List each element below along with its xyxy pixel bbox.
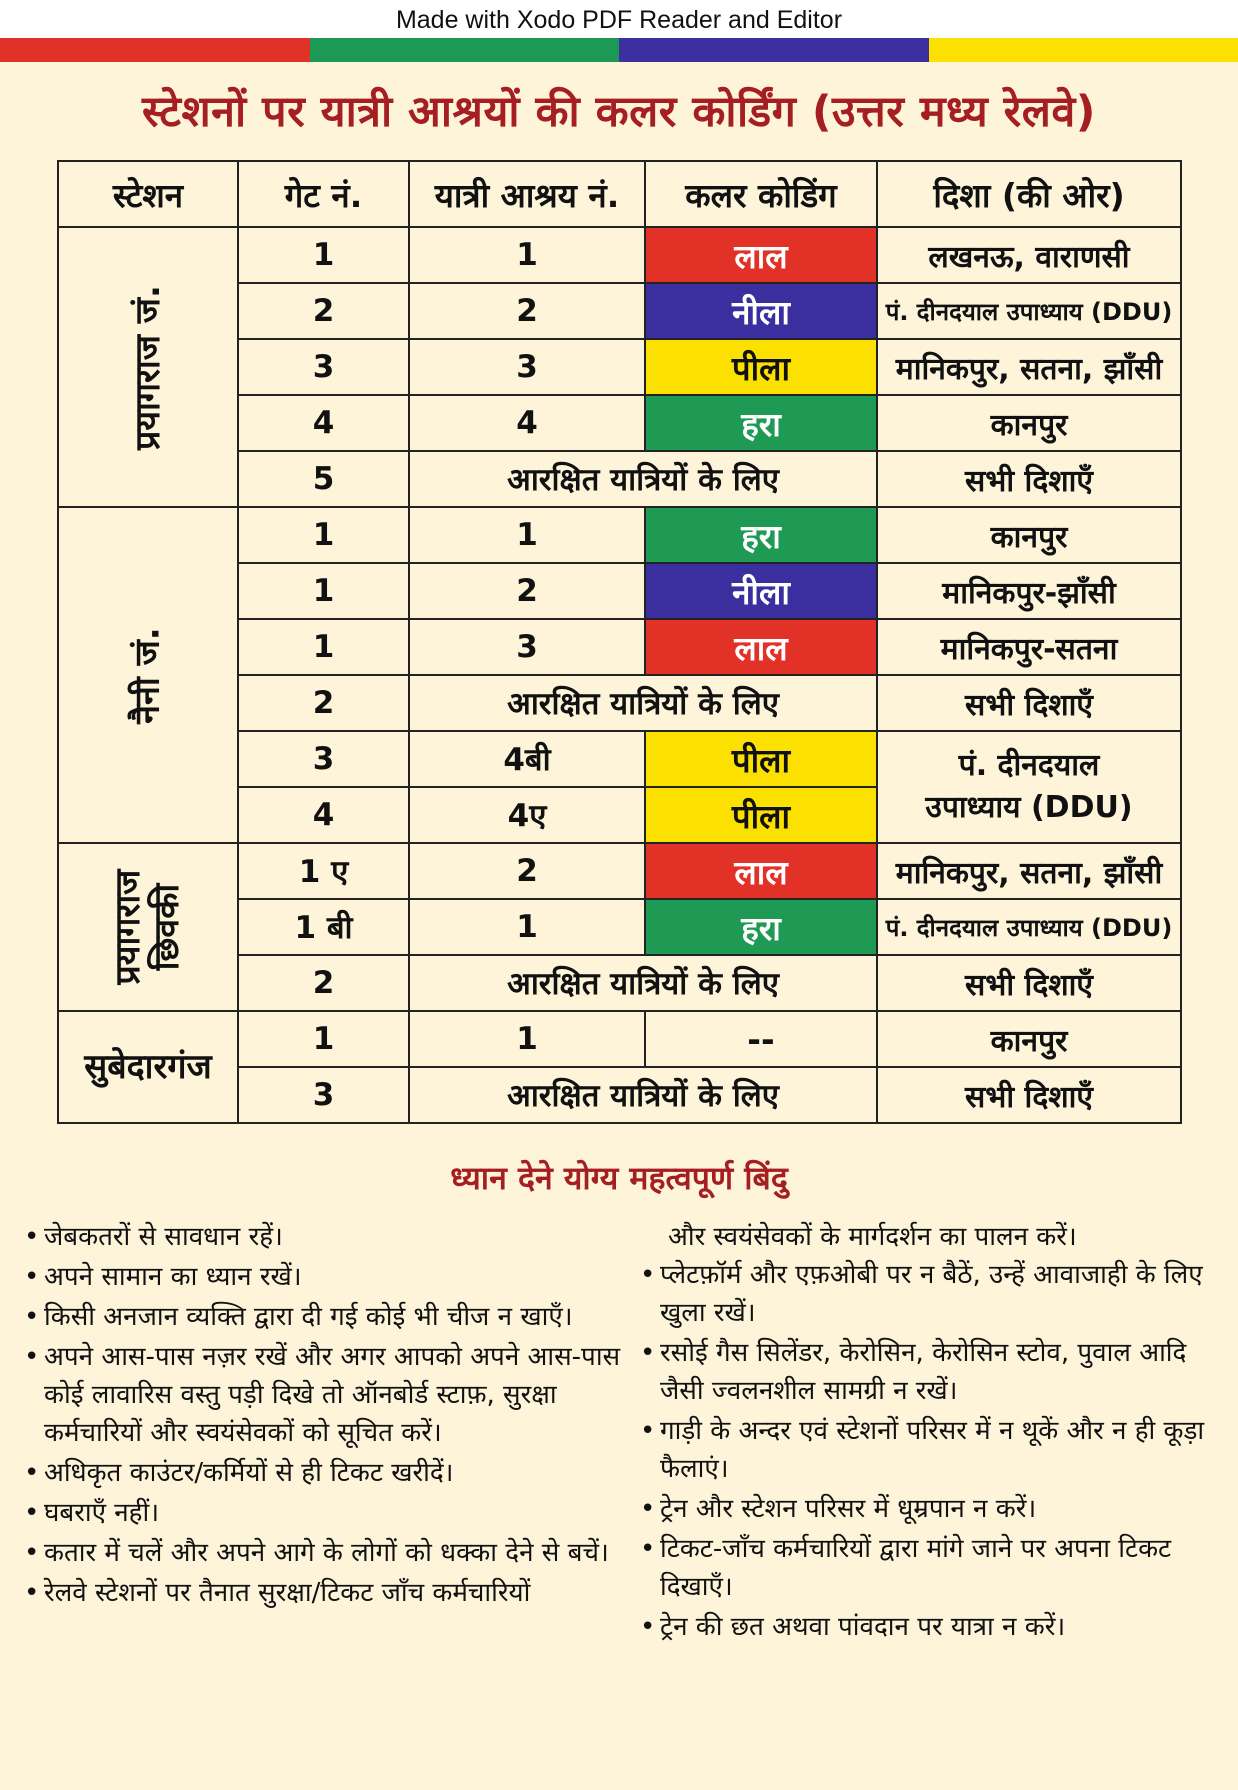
shelter-cell: 1	[409, 1011, 645, 1067]
gate-cell: 1	[238, 227, 409, 283]
header-gate: गेट नं.	[238, 161, 409, 227]
note-item	[640, 1334, 1220, 1410]
note-text: घबराएँ नहीं।	[44, 1498, 160, 1528]
poster	[0, 38, 1238, 1790]
poster-title: स्टेशनों पर यात्री आश्रयों की कलर कोर्डिंग (उत्तर मध्य रेलवे)	[142, 87, 1096, 137]
note-text: अपने सामान का ध्यान रखें।	[44, 1262, 302, 1292]
color-cell: लाल	[645, 227, 877, 283]
station-name: नैनी जं.	[58, 507, 238, 843]
notes-left-column	[24, 1218, 624, 1614]
color-coding-table	[57, 160, 1182, 1124]
color-cell: पीला	[645, 339, 877, 395]
shelter-cell: 1	[409, 899, 645, 955]
notes-right-column	[640, 1218, 1220, 1648]
note-text: जेबकतरों से सावधान रहें।	[44, 1222, 283, 1252]
gate-cell: 1	[238, 507, 409, 563]
note-text: प्लेटफ़ॉर्म और एफ़ओबी पर न बैठें, उन्हें आवाजाही के लिए खुला रखें।	[660, 1260, 1203, 1328]
shelter-cell: 3	[409, 339, 645, 395]
note-continuation: और स्वयंसेवकों के मार्गदर्शन का पालन करें।	[668, 1222, 1077, 1252]
direction-cell: कानपुर	[877, 507, 1181, 563]
note-item	[24, 1298, 624, 1336]
gate-cell: 1 ए	[238, 843, 409, 899]
direction-cell: पं. दीनदयाल उपाध्याय (DDU)	[877, 899, 1181, 955]
header-direction: दिशा (की ओर)	[877, 161, 1181, 227]
direction-cell: मानिकपुर-झाँसी	[877, 563, 1181, 619]
gate-cell: 4	[238, 787, 409, 843]
color-cell: पीला	[645, 787, 877, 843]
color-cell: लाल	[645, 619, 877, 675]
note-text: ट्रेन की छत अथवा पांवदान पर यात्रा न करें।	[660, 1612, 1066, 1642]
color-cell: हरा	[645, 899, 877, 955]
reserved-cell: आरक्षित यात्रियों के लिए	[409, 955, 877, 1011]
shelter-cell: 4ए	[409, 787, 645, 843]
station-name: प्रयागराज छिवकी	[58, 843, 238, 1011]
table-row	[58, 1011, 1181, 1067]
bullet-icon: •	[640, 1494, 656, 1524]
color-cell: हरा	[645, 395, 877, 451]
note-text: किसी अनजान व्यक्ति द्वारा दी गई कोई भी चीज न खाएँ।	[44, 1302, 573, 1332]
bullet-icon: •	[24, 1498, 40, 1528]
color-stripes	[0, 38, 1238, 62]
shelter-cell: 3	[409, 619, 645, 675]
bullet-icon: •	[640, 1338, 656, 1368]
direction-cell: सभी दिशाएँ	[877, 675, 1181, 731]
note-item	[640, 1530, 1220, 1606]
color-cell: नीला	[645, 283, 877, 339]
note-item	[24, 1574, 624, 1612]
gate-cell: 5	[238, 451, 409, 507]
header-shelter: यात्री आश्रय नं.	[409, 161, 645, 227]
reserved-cell: आरक्षित यात्रियों के लिए	[409, 451, 877, 507]
direction-cell: कानपुर	[877, 395, 1181, 451]
direction-cell: लखनऊ, वाराणसी	[877, 227, 1181, 283]
color-cell: लाल	[645, 843, 877, 899]
gate-cell: 2	[238, 283, 409, 339]
bullet-icon: •	[24, 1222, 40, 1252]
station-name: सुबेदारगंज	[58, 1011, 238, 1123]
direction-cell: मानिकपुर, सतना, झाँसी	[877, 843, 1181, 899]
note-item	[640, 1412, 1220, 1488]
gate-cell: 1	[238, 1011, 409, 1067]
color-cell: --	[645, 1011, 877, 1067]
bullet-icon: •	[24, 1458, 40, 1488]
stripe-blue	[619, 38, 929, 62]
direction-cell: पं. दीनदयाल उपाध्याय (DDU)	[877, 731, 1181, 843]
note-item	[24, 1494, 624, 1532]
reserved-cell: आरक्षित यात्रियों के लिए	[409, 675, 877, 731]
shelter-cell: 4बी	[409, 731, 645, 787]
gate-cell: 1	[238, 619, 409, 675]
reserved-cell: आरक्षित यात्रियों के लिए	[409, 1067, 877, 1123]
notes-title: ध्यान देने योग्य महत्वपूर्ण बिंदु	[450, 1159, 788, 1197]
watermark-text: Made with Xodo PDF Reader and Editor	[395, 6, 843, 34]
note-text: ट्रेन और स्टेशन परिसर में धूम्रपान न करें।	[660, 1494, 1037, 1524]
bullet-icon: •	[24, 1342, 40, 1372]
station-name: प्रयागराज जं.	[58, 227, 238, 507]
note-text: टिकट-जाँच कर्मचारियों द्वारा मांगे जाने पर अपना टिकट दिखाएँ।	[660, 1534, 1172, 1602]
shelter-cell: 1	[409, 507, 645, 563]
note-item	[640, 1256, 1220, 1332]
shelter-cell: 2	[409, 563, 645, 619]
direction-cell: पं. दीनदयाल उपाध्याय (DDU)	[877, 283, 1181, 339]
note-text: अधिकृत काउंटर/कर्मियों से ही टिकट खरीदें।	[44, 1458, 454, 1488]
gate-cell: 4	[238, 395, 409, 451]
color-cell: हरा	[645, 507, 877, 563]
bullet-icon: •	[640, 1260, 656, 1290]
shelter-cell: 1	[409, 227, 645, 283]
note-item	[24, 1258, 624, 1296]
bullet-icon: •	[640, 1612, 656, 1642]
direction-cell: मानिकपुर, सतना, झाँसी	[877, 339, 1181, 395]
gate-cell: 1 बी	[238, 899, 409, 955]
table-row	[58, 227, 1181, 283]
note-text: अपने आस-पास नज़र रखें और अगर आपको अपने आस-पास कोई लावारिस वस्तु पड़ी दिखे तो ऑनबोर्ड स्टाफ़, सुरक्षा कर्मचारियों और स्वयंसेवकों को सूचित करें।	[44, 1342, 621, 1448]
note-item	[24, 1534, 624, 1572]
bullet-icon: •	[24, 1578, 40, 1608]
header-color: कलर कोडिंग	[645, 161, 877, 227]
gate-cell: 2	[238, 675, 409, 731]
table-row	[58, 843, 1181, 899]
direction-cell: सभी दिशाएँ	[877, 451, 1181, 507]
note-text: कतार में चलें और अपने आगे के लोगों को धक्का देने से बचें।	[44, 1538, 609, 1568]
table-header-row	[58, 161, 1181, 227]
note-item	[640, 1490, 1220, 1528]
direction-cell: सभी दिशाएँ	[877, 955, 1181, 1011]
gate-cell: 1	[238, 563, 409, 619]
color-cell: नीला	[645, 563, 877, 619]
color-cell: पीला	[645, 731, 877, 787]
table-row	[58, 507, 1181, 563]
stripe-red	[0, 38, 310, 62]
header-station: स्टेशन	[58, 161, 238, 227]
bullet-icon: •	[640, 1416, 656, 1446]
note-text: रेलवे स्टेशनों पर तैनात सुरक्षा/टिकट जाँच कर्मचारियों	[44, 1578, 531, 1608]
note-text: गाड़ी के अन्दर एवं स्टेशनों परिसर में न थूकें और न ही कूड़ा फैलाएं।	[660, 1416, 1205, 1484]
note-item	[640, 1608, 1220, 1646]
note-text: रसोई गैस सिलेंडर, केरोसिन, केरोसिन स्टोव, पुवाल आदि जैसी ज्वलनशील सामग्री न रखें।	[660, 1338, 1187, 1406]
bullet-icon: •	[24, 1262, 40, 1292]
shelter-cell: 4	[409, 395, 645, 451]
note-item	[24, 1454, 624, 1492]
direction-cell: सभी दिशाएँ	[877, 1067, 1181, 1123]
shelter-cell: 2	[409, 283, 645, 339]
gate-cell: 3	[238, 731, 409, 787]
stripe-yellow	[929, 38, 1238, 62]
note-item	[24, 1338, 624, 1452]
direction-cell: कानपुर	[877, 1011, 1181, 1067]
gate-cell: 3	[238, 1067, 409, 1123]
bullet-icon: •	[24, 1538, 40, 1568]
direction-cell: मानिकपुर-सतना	[877, 619, 1181, 675]
stripe-green	[310, 38, 620, 62]
gate-cell: 2	[238, 955, 409, 1011]
bullet-icon: •	[24, 1302, 40, 1332]
bullet-icon: •	[640, 1534, 656, 1564]
gate-cell: 3	[238, 339, 409, 395]
shelter-cell: 2	[409, 843, 645, 899]
note-item	[24, 1218, 624, 1256]
